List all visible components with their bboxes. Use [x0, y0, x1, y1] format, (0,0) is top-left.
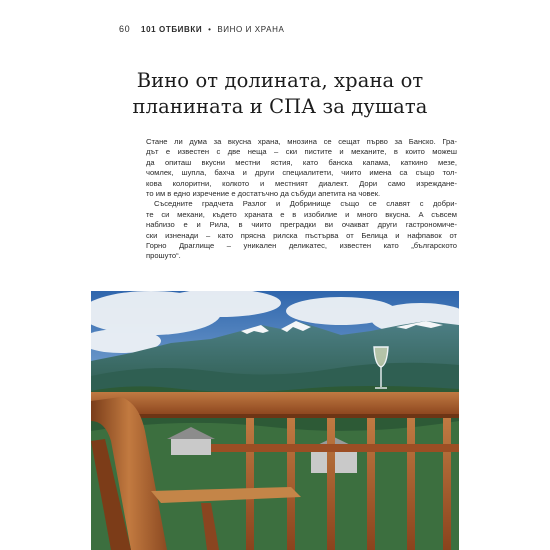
- chapter-title: [105, 68, 455, 120]
- text-line: те си механи, където храната е в изобилие и много вкусна. А съвсем: [146, 209, 457, 219]
- text-line: Горно Драглище – уникален деликатес, известен като „българското: [146, 241, 457, 251]
- text-line: то им в едно изречение е достатъчно да събуди апетита на човек.: [146, 189, 381, 199]
- text-line: кова колоритни, колкото и местният диалект. Дори само изреждане-: [146, 178, 457, 188]
- balcony-mid-rail: [211, 444, 459, 452]
- paragraph-1: [146, 137, 457, 199]
- text-line: чомлек, шупла, бахча и други специалитети, чиито имена са също тол-: [146, 168, 457, 178]
- text-line: Стане ли дума за вкусна храна, мнозина се сещат първо за Банско. Гра-: [146, 137, 457, 146]
- text-line: Съседните градчета Разлог и Добринище също се славят с добри-: [154, 199, 457, 209]
- text-line: наблизо е и Рила, в чиито преградки ви очакват други гастрономиче-: [146, 220, 457, 230]
- chapter-title-line-2: планината и СПА за душата: [132, 95, 428, 118]
- running-head: [119, 24, 284, 34]
- chapter-title-line-1: Вино от долината, храна от: [136, 69, 424, 92]
- text-line: ски изненади – като прясна рилска пъстърва от Белица и нафпавок от: [146, 230, 457, 240]
- balcony-mountain-photo: [91, 291, 459, 550]
- balcony-top-rail: [91, 392, 459, 416]
- text-line: прошуто“.: [146, 251, 181, 261]
- section-name: ВИНО И ХРАНА: [217, 25, 285, 34]
- paragraph-2: [146, 199, 457, 261]
- book-title: 101 ОТБИВКИ: [141, 25, 203, 34]
- body-text: [146, 137, 457, 262]
- text-line: да опиташ вкусни местни ястия, като банска капама, каткино мезе,: [146, 157, 457, 167]
- text-line: дът е известен с две неща – ски пистите и механите, в които можеш: [146, 147, 457, 157]
- page-number: 60: [119, 24, 131, 34]
- header-separator: •: [208, 25, 212, 34]
